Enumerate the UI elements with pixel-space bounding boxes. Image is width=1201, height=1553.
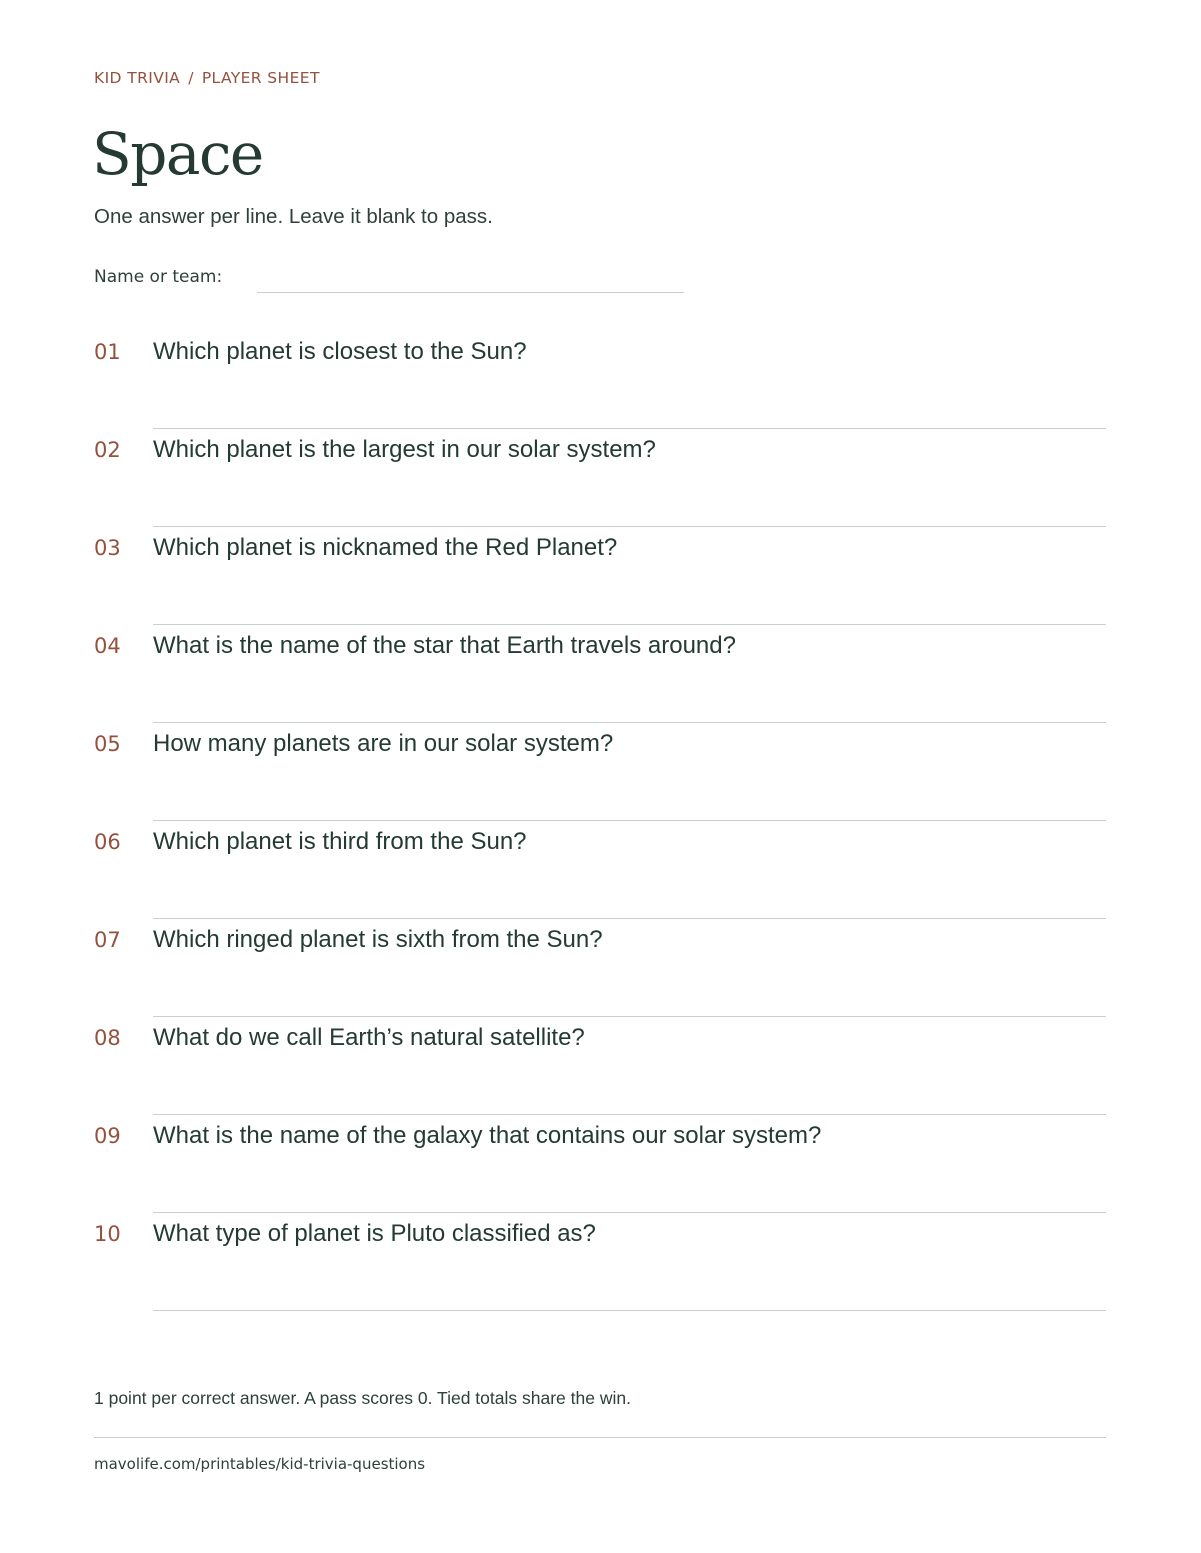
answer-line[interactable] (153, 722, 1106, 723)
question-item (94, 532, 1106, 630)
answer-line[interactable] (153, 624, 1106, 625)
name-label: Name or team: (94, 267, 223, 287)
answer-line[interactable] (153, 1310, 1106, 1311)
question-item (94, 336, 1106, 434)
question-text: What is the name of the star that Earth travels around? (153, 632, 736, 659)
question-text: Which planet is third from the Sun? (153, 828, 527, 855)
answer-line[interactable] (153, 1114, 1106, 1115)
name-field[interactable] (257, 267, 684, 293)
question-text: Which planet is closest to the Sun? (153, 338, 527, 365)
question-number: 07 (94, 928, 121, 952)
question-text: What is the name of the galaxy that contains our solar system? (153, 1122, 822, 1149)
answer-line[interactable] (153, 820, 1106, 821)
question-item (94, 1218, 1106, 1316)
instructions: One answer per line. Leave it blank to pass. (94, 205, 493, 228)
footer-divider (94, 1437, 1106, 1438)
question-item (94, 434, 1106, 532)
answer-line[interactable] (153, 1212, 1106, 1213)
question-item (94, 728, 1106, 826)
question-list (94, 336, 1106, 1316)
answer-line[interactable] (153, 1016, 1106, 1017)
question-text: Which planet is nicknamed the Red Planet? (153, 534, 618, 561)
breadcrumb-page: PLAYER SHEET (201, 69, 320, 87)
question-text: What do we call Earth’s natural satellite? (153, 1024, 585, 1051)
question-item (94, 630, 1106, 728)
question-number: 03 (94, 536, 121, 560)
question-number: 05 (94, 732, 121, 756)
question-number: 10 (94, 1222, 121, 1246)
footer-url: mavolife.com/printables/kid-trivia-questions (94, 1455, 426, 1473)
question-number: 06 (94, 830, 121, 854)
name-row (94, 267, 694, 297)
question-text: How many planets are in our solar system? (153, 730, 614, 757)
question-item (94, 1120, 1106, 1218)
question-number: 08 (94, 1026, 121, 1050)
question-item (94, 1022, 1106, 1120)
answer-line[interactable] (153, 526, 1106, 527)
question-number: 04 (94, 634, 121, 658)
breadcrumb-section: KID TRIVIA (94, 69, 181, 87)
answer-line[interactable] (153, 428, 1106, 429)
breadcrumb-separator: / (188, 69, 194, 87)
question-text: Which planet is the largest in our solar system? (153, 436, 656, 463)
question-text: Which ringed planet is sixth from the Sun? (153, 926, 603, 953)
question-text: What type of planet is Pluto classified as? (153, 1220, 596, 1247)
question-number: 09 (94, 1124, 121, 1148)
scoring-note: 1 point per correct answer. A pass scores 0. Tied totals share the win. (94, 1388, 631, 1408)
breadcrumb (94, 69, 320, 87)
question-number: 02 (94, 438, 121, 462)
question-item (94, 924, 1106, 1022)
page-title: Space (92, 120, 263, 188)
question-number: 01 (94, 340, 121, 364)
question-item (94, 826, 1106, 924)
answer-line[interactable] (153, 918, 1106, 919)
